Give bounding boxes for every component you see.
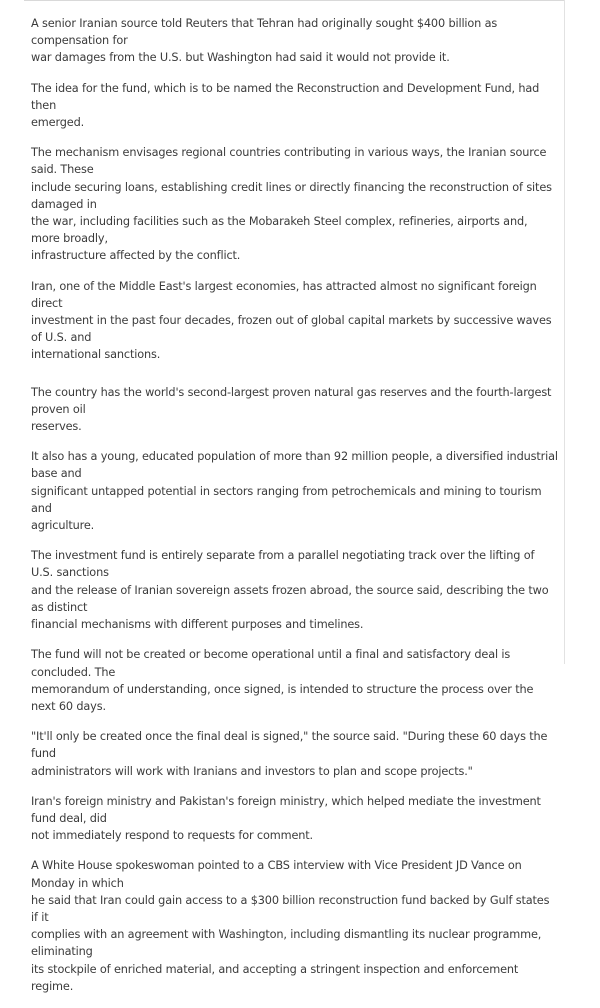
article-paragraph: The fund will not be created or become operational until a final and satisfactory deal is concluded. The memorandum of understanding, once signed, is intended to structure the process over the next 60 days. bbox=[31, 648, 534, 713]
top-divider bbox=[24, 0, 564, 1]
article-paragraph: Iran, one of the Middle East's largest economies, has attracted almost no significant foreign direct investment in the past four decades, frozen out of global capital markets by successive waves of U.S. and international sanctions. bbox=[31, 279, 552, 362]
article-paragraph: A White House spokeswoman pointed to a CBS interview with Vice President JD Vance on Monday in which he said that Iran could gain access to a $300 billion reconstruction fund backed by Gulf states if it complies with an agreement with Washington, including dismantling its nuclear programme, eliminating its stockpile of enriched material, and accepting a stringent inspection and enforcement regime. bbox=[31, 859, 550, 993]
article-body bbox=[31, 15, 558, 1008]
article-paragraph: The country has the world's second-largest proven natural gas reserves and the fourth-largest proven oil reserves. bbox=[31, 385, 552, 434]
article-paragraph: The idea for the fund, which is to be named the Reconstruction and Development Fund, had then emerged. bbox=[31, 81, 540, 130]
article-paragraph: "It'll only be created once the final deal is signed," the source said. "During these 60 days the fund administrators will work with Iranians and investors to plan and scope projects." bbox=[31, 730, 548, 778]
article-paragraph: A senior Iranian source told Reuters that Tehran had originally sought $400 billion as compensation for war damages from the U.S. but Washington had said it would not provide it. bbox=[31, 17, 498, 65]
article-paragraph: The mechanism envisages regional countries contributing in various ways, the Iranian source said. These include securing loans, establishing credit lines or directly financing the reconstruction of sites damaged in the war, including facilities such as the Mobarakeh Steel complex, refineries, airports and, more broadly, infrastructure affected by the conflict. bbox=[31, 146, 552, 263]
article-paragraph: It also has a young, educated population of more than 92 million people, a diversified industrial base and significant untapped potential in sectors ranging from petrochemicals and mining to tourism and agriculture. bbox=[31, 450, 558, 533]
right-divider bbox=[564, 0, 565, 664]
article-paragraph: Iran's foreign ministry and Pakistan's foreign ministry, which helped mediate the investment fund deal, did not immediately respond to requests for comment. bbox=[31, 794, 541, 843]
article-paragraph: The investment fund is entirely separate from a parallel negotiating track over the lifting of U.S. sanctions and the release of Iranian sovereign assets frozen abroad, the source said, describing the two as distinct financial mechanisms with different purposes and timelines. bbox=[31, 549, 549, 632]
